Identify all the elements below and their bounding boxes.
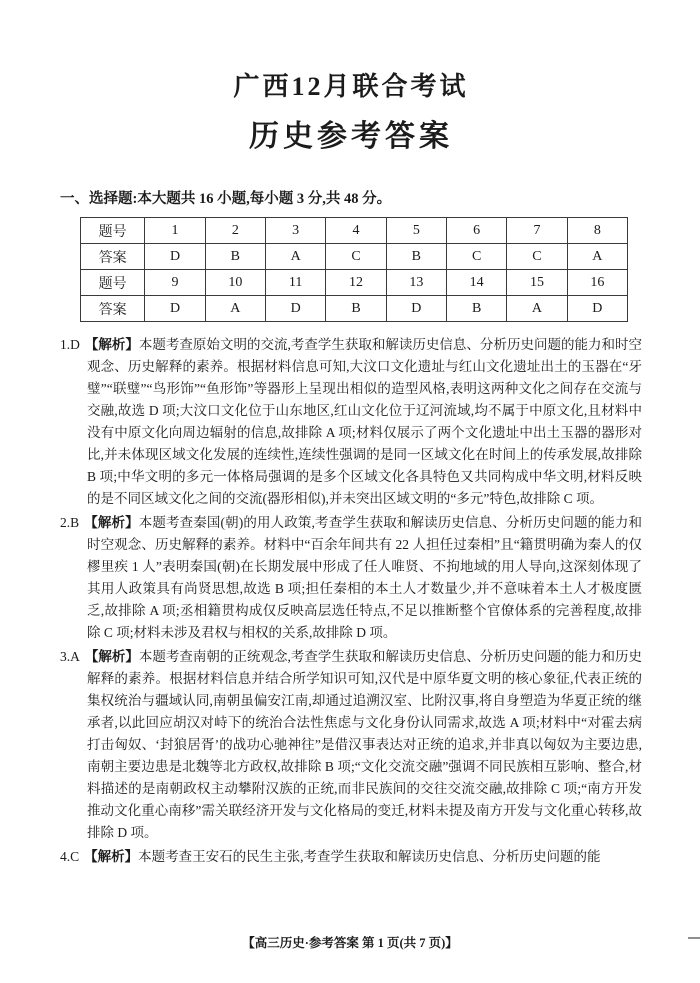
answer-table-cell: C [326, 244, 386, 270]
exam-title: 广西12月联合考试 [233, 72, 469, 101]
answer-table-cell: 16 [567, 270, 627, 296]
answer-table-cell: 12 [326, 270, 386, 296]
answer-table-row [81, 270, 628, 296]
explanation-number: 2.B [60, 515, 80, 530]
answer-table-label-cell: 题号 [81, 270, 145, 296]
answer-table-label-cell: 答案 [81, 296, 145, 322]
section-header: 一、选择题:本大题共 16 小题,每小题 3 分,共 48 分。 [60, 191, 392, 207]
answer-table-cell: 7 [507, 218, 567, 244]
answer-table-cell: C [507, 244, 567, 270]
answer-table-cell: B [446, 296, 506, 322]
explanation-item [60, 846, 642, 868]
answer-table-cell: 2 [205, 218, 265, 244]
answer-table-cell: 6 [446, 218, 506, 244]
explanation-label: 【解析】 [84, 649, 139, 664]
answer-table-cell: D [145, 244, 205, 270]
answer-table-cell: 13 [386, 270, 446, 296]
answer-table-cell: 9 [145, 270, 205, 296]
answer-table-cell: A [567, 244, 627, 270]
answer-table-row [81, 296, 628, 322]
answer-table-cell: A [507, 296, 567, 322]
answer-table-row [81, 244, 628, 270]
answer-table-cell: B [205, 244, 265, 270]
explanation-label: 【解析】 [84, 337, 139, 352]
explanation-text: 本题考查南朝的正统观念,考查学生获取和解读历史信息、分析历史问题的能力和历史解释的素养。根据材料信息并结合所学知识可知,汉代是中原华夏文明的核心象征,代表正统的集权统治与疆域认同,南朝虽偏安江南,却通过追溯汉室、比附汉事,将自身塑造为华夏正统的继承者,以此回应胡汉对峙下的统治合法性焦虑与文化身份认同需求,故选 A 项;材料中“对霍去病打击匈奴、‘封狼居胥’的战功心驰神往”是借汉事表达对正统的追求,并非真以匈奴为主要边患,南朝主要边患是北魏等北方政权,故排除 B 项;“文化交流交融”强调不同民族相互影响、整合,材料描述的是南朝政权主动攀附汉族的正统,而非民族间的交往交流交融,故排除 C 项;“南方开发推动文化重心南移”需关联经济开发与文化格局的变迁,材料未提及南方开发与文化重心转移,故排除 D 项。 [87, 649, 643, 840]
answer-table-cell: C [446, 244, 506, 270]
answer-table-cell: B [326, 296, 386, 322]
answer-table-cell: 14 [446, 270, 506, 296]
explanation-item [60, 334, 642, 510]
answer-table-cell: D [266, 296, 326, 322]
answer-table-cell: 8 [567, 218, 627, 244]
answer-table-cell: A [266, 244, 326, 270]
answer-table-label-cell: 答案 [81, 244, 145, 270]
answer-table-cell: 5 [386, 218, 446, 244]
explanation-text: 本题考查原始文明的交流,考查学生获取和解读历史信息、分析历史问题的能力和时空观念、历史解释的素养。根据材料信息可知,大汶口文化遗址与红山文化遗址出土的玉器在“牙璧”“联璧”“鸟形饰”“鱼形饰”等器形上呈现出相似的造型风格,表明这两种文化之间存在交流与交融,故选 D 项;大汶口文化位于山东地区,红山文化位于辽河流域,均不属于中原文化,且材料中没有中原文化向周边辐射的信息,故排除 A 项;材料仅展示了两个文化遗址中出土玉器的器形对比,并未体现区域文化发展的连续性,连续性强调的是同一区域文化在时间上的传承发展,故排除 B 项;中华文明的多元一体格局强调的是多个区域文化各具特色又共同构成中华文明,材料反映的是不同区域文化之间的交流(器形相似),并未突出区域文明的“多元”特色,故排除 C 项。 [87, 337, 643, 506]
answer-table-cell: D [567, 296, 627, 322]
explanation-number: 3.A [60, 649, 80, 664]
answer-table-body [81, 218, 628, 322]
explanation-label: 【解析】 [84, 515, 139, 530]
answer-table-row [81, 218, 628, 244]
answer-table-cell: D [145, 296, 205, 322]
page-footer: 【高三历史·参考答案 第 1 页(共 7 页)】 [242, 936, 458, 950]
answer-table-cell: 10 [205, 270, 265, 296]
answer-table-cell: 15 [507, 270, 567, 296]
answer-table-cell: 3 [266, 218, 326, 244]
answer-table-cell: D [386, 296, 446, 322]
answer-key-title: 历史参考答案 [249, 120, 453, 153]
answer-table-cell: 4 [326, 218, 386, 244]
explanation-number: 4.C [60, 849, 80, 864]
answer-table [80, 217, 628, 322]
answer-table-cell: A [205, 296, 265, 322]
explanation-label: 【解析】 [84, 849, 139, 864]
explanation-number: 1.D [60, 337, 80, 352]
explanation-text: 本题考查王安石的民生主张,考查学生获取和解读历史信息、分析历史问题的能 [138, 849, 601, 864]
answer-table-cell: 11 [266, 270, 326, 296]
explanation-item [60, 646, 642, 844]
explanation-text: 本题考查秦国(朝)的用人政策,考查学生获取和解读历史信息、分析历史问题的能力和时空观念、历史解释的素养。材料中“百余年间共有 22 人担任过秦相”且“籍贯明确为秦人的仅樛里疾 1 人”表明秦国(朝)在长期发展中形成了任人唯贤、不拘地域的用人导向,这深刻体现了其用人政策具有尚贤思想,故选 B 项;担任秦相的本土人才数量少,并不意味着本土人才极度匮乏,故排除 A 项;丞相籍贯构成仅反映高层选任特点,不足以推断整个官僚体系的完善程度,故排除 C 项;材料未涉及君权与相权的关系,故排除 D 项。 [87, 515, 642, 640]
answer-table-label-cell: 题号 [81, 218, 145, 244]
explanation-item [60, 512, 642, 644]
explanations [60, 334, 642, 868]
answer-table-cell: B [386, 244, 446, 270]
answer-table-cell: 1 [145, 218, 205, 244]
